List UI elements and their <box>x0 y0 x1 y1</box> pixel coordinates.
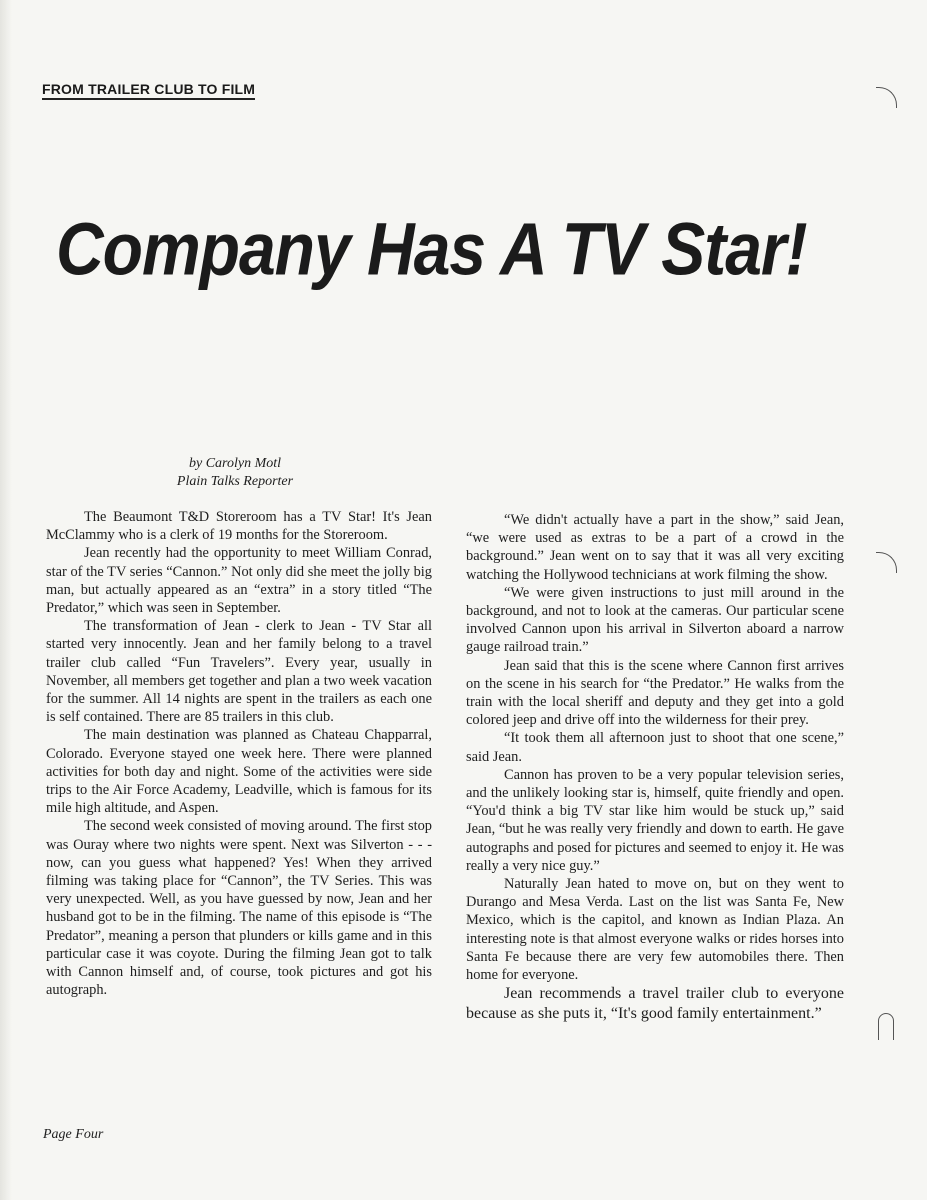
paragraph: The transformation of Jean - clerk to Jean - TV Star all started very innocently. Jean and her family belong to a travel trailer club called “Fun Travelers”. Every year, usually in November, all members get together and plan a two week vacation for the summer. All 14 nights are spent in the trailers as each one is self contained. There are 85 trailers in this club. <box>46 618 432 726</box>
section-label: FROM TRAILER CLUB TO FILM <box>42 81 255 100</box>
paragraph: Cannon has proven to be a very popular television series, and the unlikely looking star is, himself, quite friendly and open. “You'd think a big TV star like him would be stuck up,” said Jean, “but he was really very friendly and down to earth. He gave autographs and posed for pictures and seemed to enjoy it. He was really a very nice guy.” <box>466 766 844 874</box>
page-edge <box>0 0 12 1200</box>
binder-hole-mark <box>878 1013 894 1040</box>
paragraph: Jean recently had the opportunity to meet William Conrad, star of the TV series “Cannon.” Not only did she meet the jolly big man, but actually appeared as an “extra” in a story titled “The Predator,” which was seen in September. <box>46 545 432 617</box>
article-column-left <box>46 508 432 999</box>
byline-author: by Carolyn Motl <box>188 456 282 471</box>
page-number: Page Four <box>43 1127 104 1142</box>
byline-role: Plain Talks Reporter <box>176 474 294 489</box>
paragraph: The second week consisted of moving around. The first stop was Ouray where two nights were spent. Next was Silverton - - - now, can you guess what happened? Yes! When they arrived filming was taking place for “Cannon”, the TV Series. This was very unexpected. Well, as you have guessed by now, Jean and her husband got to be in the filming. The name of this episode is “The Predator”, meaning a person that plunders or kills game and in this particular case it was coyote. During the filming Jean got to talk with Cannon himself and, of course, took pictures and got his autograph. <box>46 818 432 999</box>
paragraph: “It took them all afternoon just to shoot that one scene,” said Jean. <box>466 730 844 765</box>
paragraph: Naturally Jean hated to move on, but on they went to Durango and Mesa Verda. Last on the list was Santa Fe, New Mexico, which is the capitol, and known as Indian Plaza. An interesting note is that almost everyone walks or rides horses into Santa Fe because there are very few automobiles there. Then home for everyone. <box>466 876 844 984</box>
paragraph: The main destination was planned as Chateau Chapparral, Colorado. Everyone stayed one week here. There were planned activities for both day and night. Some of the activities were side trips to the Air Force Academy, Leadville, which is famous for its mile high altitude, and Aspen. <box>46 727 432 817</box>
paragraph: “We were given instructions to just mill around in the background, and not to look at the cameras. Our particular scene involved Cannon upon his arrival in Silverton aboard a narrow gauge railroad train.” <box>466 584 844 656</box>
paragraph: Jean recommends a travel trailer club to everyone because as she puts it, “It's good family entertainment.” <box>466 985 844 1022</box>
article-column-right <box>466 511 844 1023</box>
paragraph: Jean said that this is the scene where Cannon first arrives on the scene in his search for “the Predator.” He walks from the train with the local sheriff and deputy and they get into a gold colored jeep and drive off into the wilderness for their prey. <box>466 657 844 729</box>
headline: Company Has A TV Star! <box>56 207 807 290</box>
binder-hole-mark <box>876 552 897 573</box>
binder-hole-mark <box>876 87 897 108</box>
byline <box>150 455 320 491</box>
paragraph: The Beaumont T&D Storeroom has a TV Star! It's Jean McClammy who is a clerk of 19 months for the Storeroom. <box>46 509 432 544</box>
paragraph: “We didn't actually have a part in the show,” said Jean, “we were used as extras to be a part of a crowd in the background.” Jean went on to say that it was all very exciting watching the Hollywood technicians at work filming the show. <box>466 512 844 583</box>
